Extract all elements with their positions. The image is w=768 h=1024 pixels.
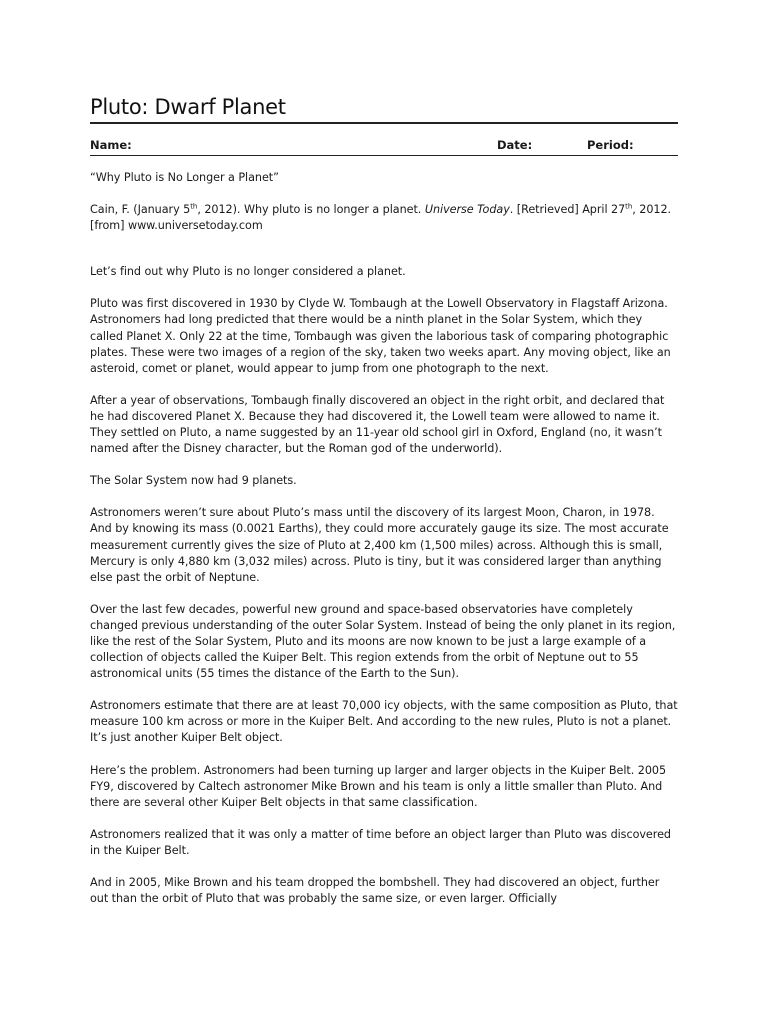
paragraph: The Solar System now had 9 planets. [90, 474, 297, 488]
paragraph: Astronomers estimate that there are at least 70,000 icy objects, with the same composition as Pluto, that measure 100 km across or more in the Kuiper Belt. And according to the new rules, Pluto is not a planet. It’s just another Kuiper Belt object. [90, 699, 678, 745]
citation-part: . [Retrieved] April 27 [509, 203, 626, 217]
citation-part: Cain, F. (January 5 [90, 203, 191, 217]
citation-part: , 2012. [from] www.universetoday.com [90, 203, 672, 233]
document-page [90, 92, 678, 923]
citation-source: Universe Today [424, 203, 510, 217]
paragraph: Here’s the problem. Astronomers had been turning up larger and larger objects in the Kuiper Belt. 2005 FY9, discovered by Caltech astronomer Mike Brown and his team is only a little smaller than Pluto. And there are several other Kuiper Belt objects in that same classification. [90, 763, 667, 809]
article-quote-title: “Why Pluto is No Longer a Planet” [90, 171, 279, 184]
citation-sup: th [625, 202, 633, 211]
name-label: Name: [90, 138, 132, 152]
paragraph: After a year of observations, Tombaugh finally discovered an object in the right orbit, and declared that he had discovered Planet X. Because they had discovered it, the Lowell team were allowed to name it. They settled on Pluto, a name suggested by an 11-year old school girl in Oxford, England (no, it wasn’t named after the Disney character, but the Roman god of the underworld). [90, 393, 665, 456]
citation-sup: th [190, 202, 198, 211]
paragraph: Astronomers weren’t sure about Pluto’s mass until the discovery of its largest Moon, Charon, in 1978. And by knowing its mass (0.0021 Earths), they could more accurately gauge its size. The most accurate measurement currently gives the size of Pluto at 2,400 km (1,500 miles) across. Although this is small, Mercury is only 4,880 km (3,032 miles) across. Pluto is tiny, but it was considered larger than anything else past the orbit of Neptune. [90, 506, 669, 584]
paragraph: Let’s find out why Pluto is no longer considered a planet. [90, 265, 406, 279]
student-info-fields [90, 135, 678, 157]
paragraph: And in 2005, Mike Brown and his team dropped the bombshell. They had discovered an object, further out than the orbit of Pluto that was probably the same size, or even larger. Officially [90, 876, 660, 906]
period-label: Period: [587, 138, 634, 152]
page-title: Pluto: Dwarf Planet [90, 95, 286, 119]
paragraph: Astronomers realized that it was only a matter of time before an object larger than Pluto was discovered in the Kuiper Belt. [90, 827, 671, 857]
paragraph: Pluto was first discovered in 1930 by Clyde W. Tombaugh at the Lowell Observatory in Flagstaff Arizona. Astronomers had long predicted that there would be a ninth planet in the Solar System, which they called Planet X. Only 22 at the time, Tombaugh was given the laborious task of comparing photographic plates. These were two images of a region of the sky, taken two weeks apart. Any moving object, like an asteroid, comet or planet, would appear to jump from one photograph to the next. [90, 297, 671, 375]
date-label: Date: [497, 138, 533, 152]
citation [90, 202, 678, 234]
citation-part: , 2012). Why pluto is no longer a planet. [197, 203, 425, 217]
paragraph: Over the last few decades, powerful new ground and space-based observatories have completely changed previous understanding of the outer Solar System. Instead of being the only planet in its region, like the rest of the Solar System, Pluto and its moons are now known to be just a large example of a collection of objects called the Kuiper Belt. This region extends from the orbit of Neptune out to 55 astronomical units (55 times the distance of the Earth to the Sun). [90, 602, 676, 681]
article-body [90, 170, 678, 907]
title-divider [90, 122, 678, 124]
